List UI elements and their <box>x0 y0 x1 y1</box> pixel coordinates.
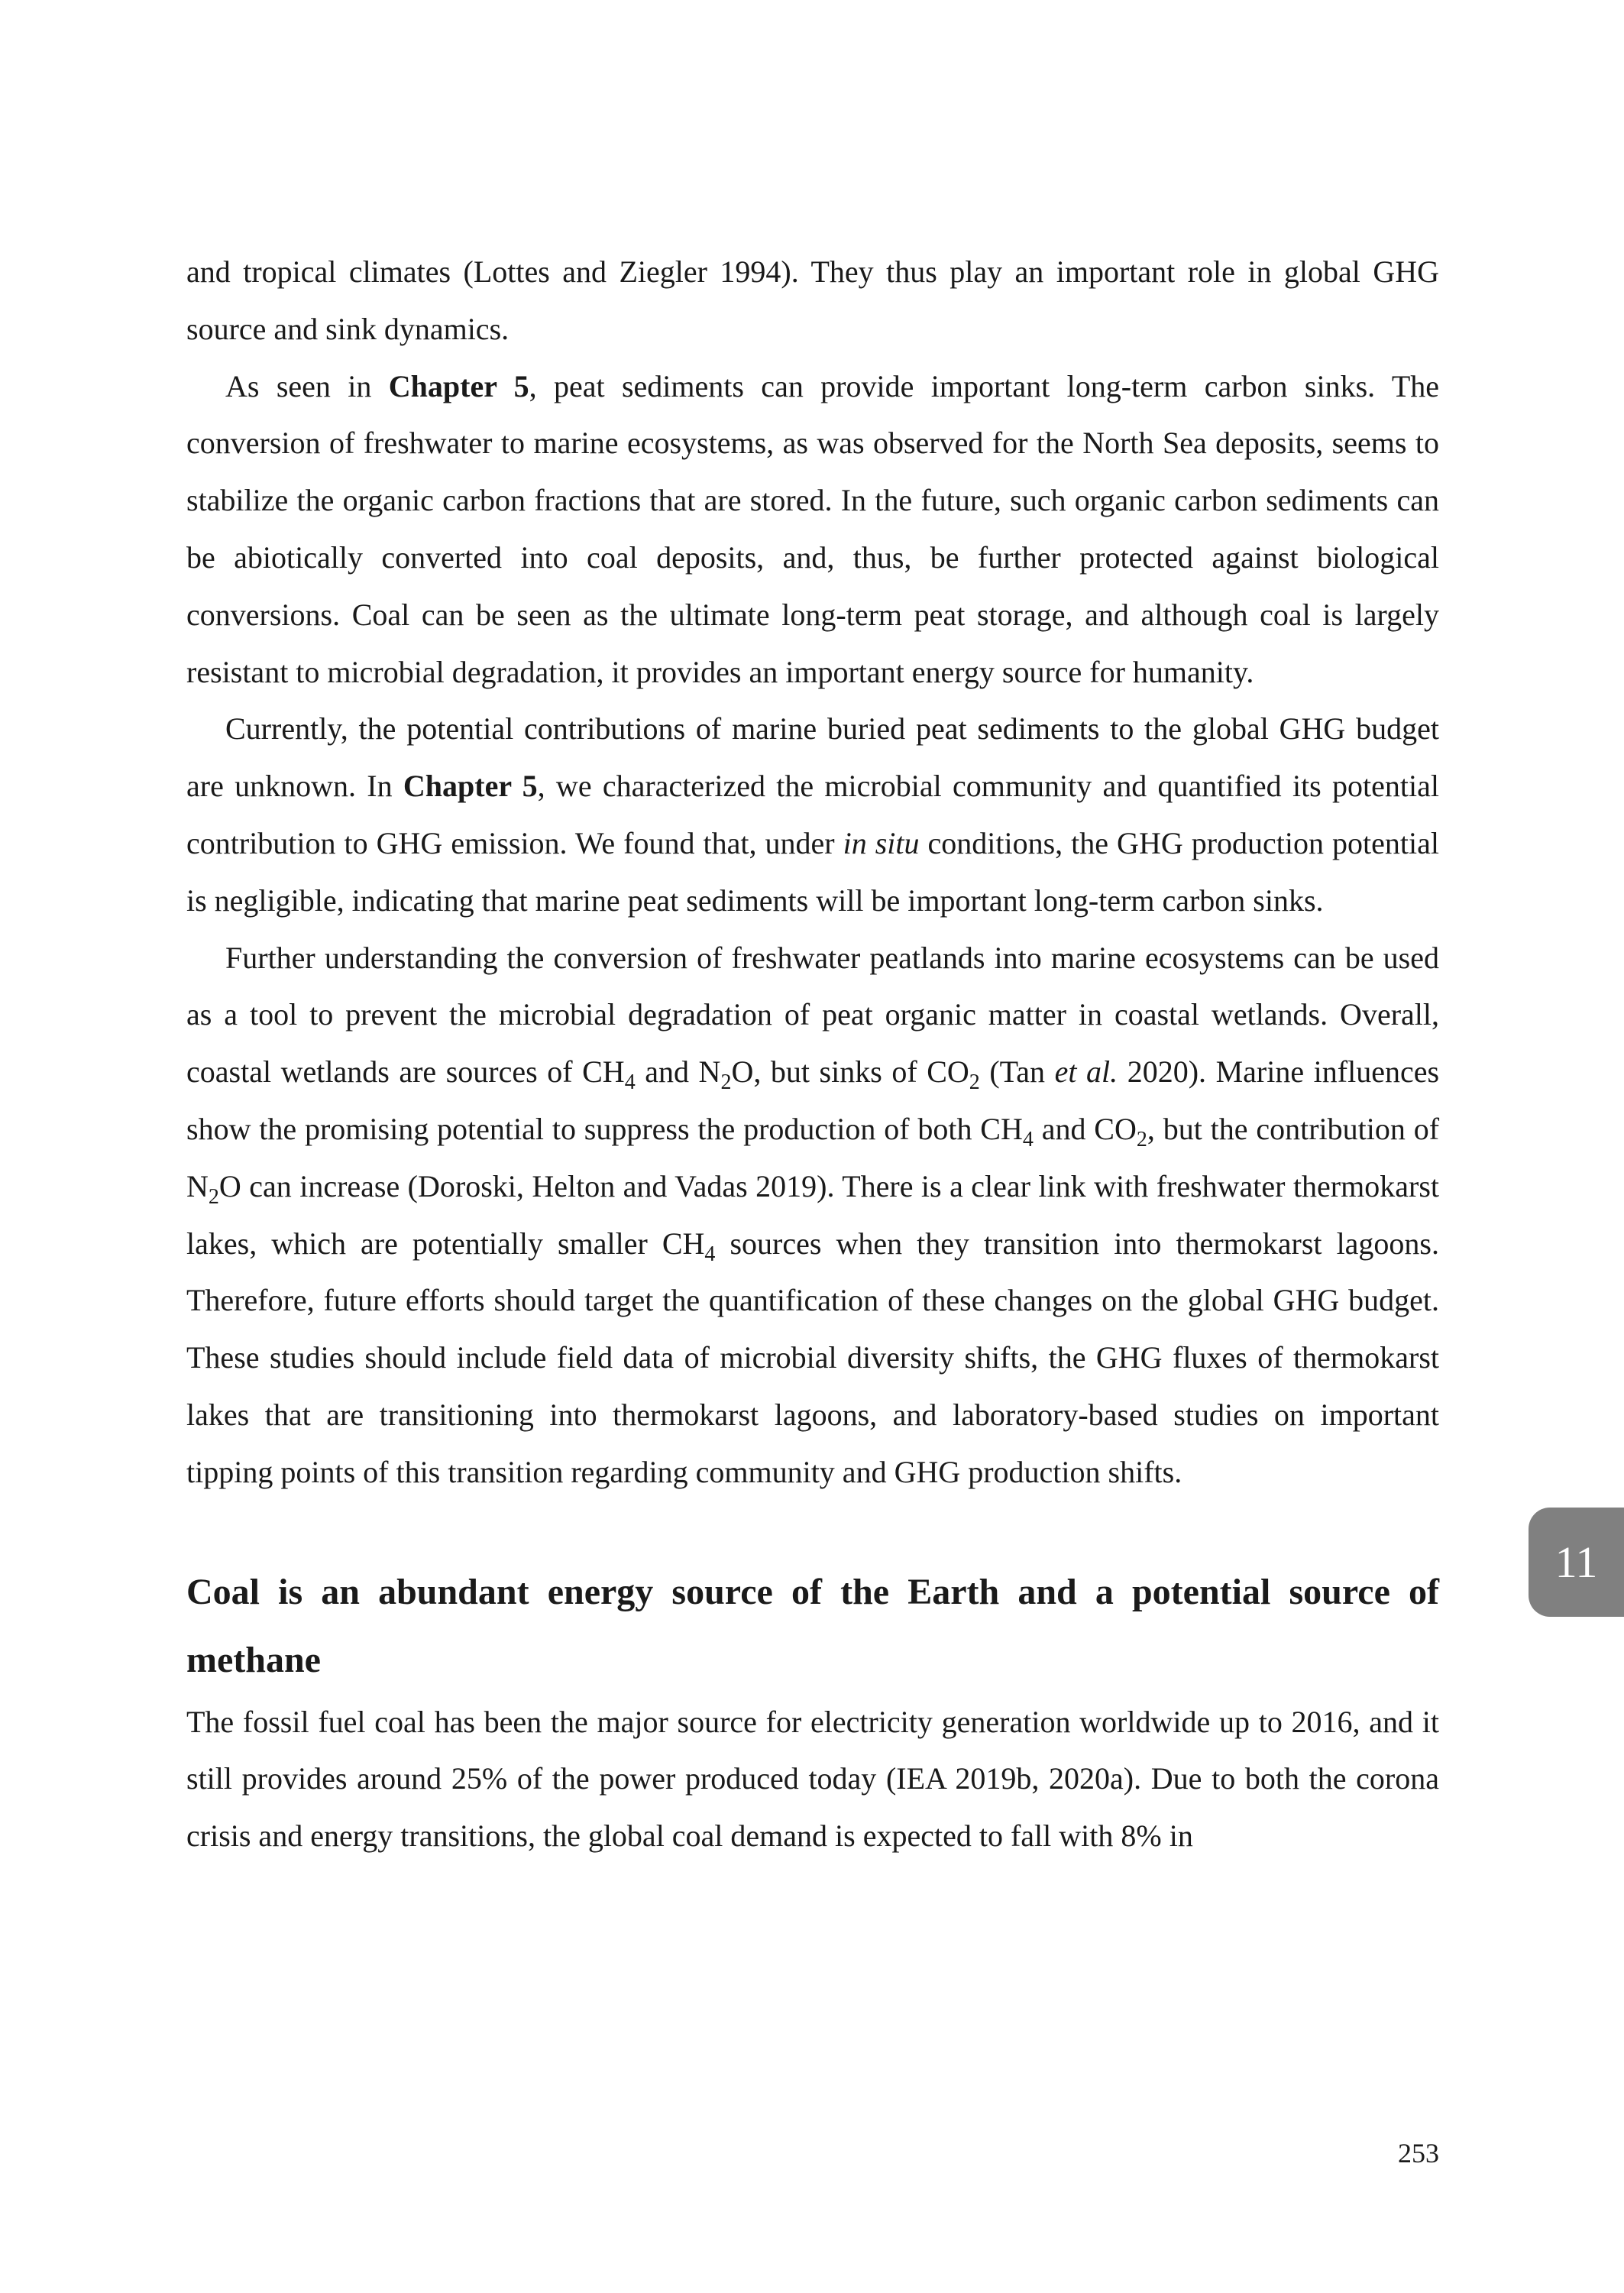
text-run: Currently, the potential contributions of marine buried peat sediments to the global GHG budget are unknown. In <box>186 711 1439 804</box>
paragraph-1 <box>186 358 1439 701</box>
text-run: O can increase (Doroski, Helton and Vadas 2019). There is a clear link with freshwater thermokarst lakes, which are potentially smaller CH <box>186 1168 1439 1261</box>
subscript: 2 <box>1136 1127 1147 1151</box>
text-run: , we characterized the microbial community and quantified its potential contribution to GHG emission. We found that, under <box>186 769 1439 860</box>
section-paragraph: The fossil fuel coal has been the major source for electricity generation worldwide up to 2016, and it still provides around 25% of the power produced today (IEA 2019b, 2020a). Due to both the corona crisis and energy transitions, the global coal demand is expected to fall with 8% in <box>186 1704 1439 1854</box>
page-body <box>186 244 1439 1865</box>
text-run: As seen in <box>225 368 389 403</box>
paragraph-3 <box>186 930 1439 1501</box>
text-run: , peat sediments can provide important long-term carbon sinks. The conversion of freshwater to marine ecosystems, as was observed for the North Sea deposits, seems to stabilize the organic carbon fractions that are stored. In the future, such organic carbon sediments can be abiotically converted into coal deposits, and, thus, be further protected against biological conversions. Coal can be seen as the ultimate long-term peat storage, and although coal is largely resistant to microbial degradation, it provides an important energy source for humanity. <box>186 368 1440 689</box>
bold-ref: Chapter 5 <box>403 769 538 804</box>
subscript: 4 <box>704 1242 716 1266</box>
subscript: 2 <box>969 1070 980 1095</box>
bold-ref: Chapter 5 <box>388 368 529 403</box>
paragraph-0 <box>186 244 1439 358</box>
text-run: 2020). Marine influences show the promising potential to suppress the production of both CH <box>186 1054 1440 1146</box>
text-run: and tropical climates (Lottes and Ziegler 1994). They thus play an important role in global GHG source and sink dynamics. <box>186 254 1439 346</box>
subscript: 4 <box>1022 1127 1034 1151</box>
section-heading: Coal is an abundant energy source of the Earth and a potential source of methane <box>186 1571 1439 1680</box>
subscript: 2 <box>720 1070 732 1095</box>
text-run: and N <box>635 1054 721 1090</box>
text-run: , but the contribution of N <box>186 1111 1440 1203</box>
subscript: 4 <box>624 1070 636 1095</box>
text-run: Further understanding the conversion of freshwater peatlands into marine ecosystems can be used as a tool to prevent the microbial degradation of peat organic matter in coastal wetlands. Overall, coastal wetlands are sources of CH <box>186 940 1439 1090</box>
italic-text: et al. <box>1054 1054 1118 1090</box>
subscript: 2 <box>208 1184 219 1209</box>
text-run: and CO <box>1033 1111 1137 1146</box>
text-run: (Tan <box>979 1054 1055 1090</box>
italic-text: in situ <box>843 825 920 860</box>
text-run: O, but sinks of CO <box>731 1054 969 1090</box>
page-number: 253 <box>1398 2138 1439 2168</box>
text-run: sources when they transition into thermokarst lagoons. Therefore, future efforts should target the quantification of these changes on the global GHG budget. These studies should include field data of microbial diversity shifts, the GHG fluxes of thermokarst lakes that are transitioning into thermokarst lagoons, and laboratory-based studies on important tipping points of this transition regarding community and GHG production shifts. <box>186 1226 1439 1489</box>
chapter-thumb-tab <box>1529 1508 1624 1617</box>
paragraphs <box>186 244 1439 1501</box>
text-run: conditions, the GHG production potential is negligible, indicating that marine peat sediments will be important long-term carbon sinks. <box>186 825 1440 918</box>
paragraph-2 <box>186 701 1439 929</box>
chapter-number: 11 <box>1554 1537 1598 1587</box>
